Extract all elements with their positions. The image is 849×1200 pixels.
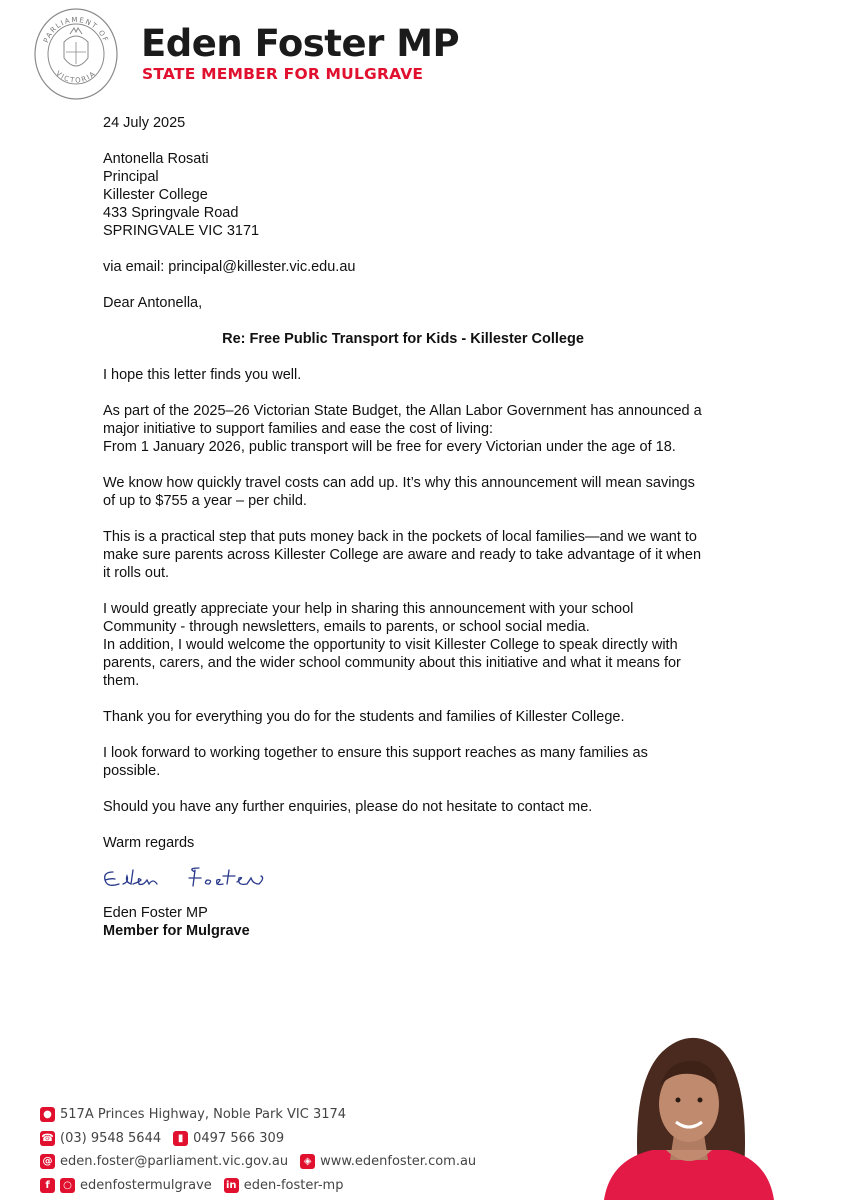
salutation: Dear Antonella, bbox=[103, 295, 203, 311]
paragraph: We know how quickly travel costs can add up. It’s why this announcement will mean savings of up to $755 a year – per child. bbox=[103, 475, 695, 509]
recipient-school: Killester College bbox=[103, 187, 208, 203]
letter-body bbox=[103, 114, 703, 940]
parliament-seal bbox=[34, 8, 118, 100]
paragraph: I look forward to working together to ensure this support reaches as many families as possible. bbox=[103, 745, 648, 779]
sign-title: Member for Mulgrave bbox=[103, 923, 250, 939]
footer-email[interactable]: eden.foster@parliament.vic.gov.au bbox=[60, 1154, 289, 1170]
recipient-street: 433 Springvale Road bbox=[103, 205, 239, 221]
closing: Warm regards bbox=[103, 835, 195, 851]
header-name: Eden Foster MP bbox=[141, 22, 460, 65]
phone-icon: ☎ bbox=[41, 1132, 54, 1144]
signature bbox=[99, 858, 299, 898]
facebook-icon: f bbox=[40, 1178, 55, 1193]
sign-name: Eden Foster MP bbox=[103, 905, 208, 921]
footer-contacts bbox=[40, 1103, 476, 1197]
svg-text:PARLIAMENT OF bbox=[42, 16, 110, 44]
header-title: STATE MEMBER FOR MULGRAVE bbox=[142, 65, 424, 83]
paragraph: As part of the 2025–26 Victorian State Budget, the Allan Labor Government has announced a major initiative to support families and ease the cost of living: From 1 January 2026, public transport will be free for every Victorian under the age of 18. bbox=[103, 403, 702, 455]
via-email: via email: principal@killester.vic.edu.au bbox=[103, 259, 356, 275]
seal-top-text: PARLIAMENT OF bbox=[42, 15, 110, 45]
footer-social-row bbox=[40, 1174, 476, 1198]
paragraph: I would greatly appreciate your help in sharing this announcement with your school Community - through newsletters, emails to parents, or school social media. In addition, I would welcome the opportunity to visit Killester College to speak directly with parents, carers, and the wider school community about this initiative and what it means for them. bbox=[103, 601, 681, 689]
paragraph: This is a practical step that puts money back in the pockets of local families—and we want to make sure parents across Killester College are aware and ready to take advantage of it when it rolls out. bbox=[103, 529, 702, 581]
footer-phone[interactable]: (03) 9548 5644 bbox=[60, 1130, 162, 1146]
footer-address-row bbox=[40, 1103, 476, 1127]
instagram-icon: ○ bbox=[60, 1178, 75, 1193]
paragraph: Should you have any further enquiries, please do not hesitate to contact me. bbox=[103, 799, 593, 815]
at-icon: @ bbox=[40, 1154, 55, 1169]
footer-address: 517A Princes Highway, Noble Park VIC 3174 bbox=[60, 1107, 347, 1123]
footer-email-row bbox=[40, 1150, 476, 1174]
seal-bottom-text: VICTORIA bbox=[54, 69, 98, 85]
svg-text:VICTORIA bbox=[54, 69, 98, 84]
letter-date: 24 July 2025 bbox=[103, 115, 186, 131]
linkedin-icon: in bbox=[224, 1178, 239, 1193]
mobile-icon: ▮ bbox=[173, 1131, 188, 1146]
recipient-suburb: SPRINGVALE VIC 3171 bbox=[103, 223, 260, 239]
paragraph: Thank you for everything you do for the students and families of Killester College. bbox=[103, 709, 625, 725]
paragraph: I hope this letter finds you well. bbox=[103, 367, 302, 383]
map-pin-icon: ● bbox=[40, 1107, 55, 1122]
globe-icon: ◈ bbox=[300, 1154, 315, 1169]
footer-social[interactable]: edenfostermulgrave bbox=[80, 1177, 212, 1193]
recipient-role: Principal bbox=[103, 169, 159, 185]
subject-line: Re: Free Public Transport for Kids - Killester College bbox=[222, 331, 584, 347]
footer-website[interactable]: www.edenfoster.com.au bbox=[320, 1154, 477, 1170]
mp-portrait bbox=[604, 1022, 774, 1200]
recipient-name: Antonella Rosati bbox=[103, 151, 209, 167]
footer-mobile[interactable]: 0497 566 309 bbox=[193, 1130, 285, 1146]
footer-linkedin[interactable]: eden-foster-mp bbox=[243, 1177, 344, 1193]
footer-phone-row bbox=[40, 1127, 476, 1151]
